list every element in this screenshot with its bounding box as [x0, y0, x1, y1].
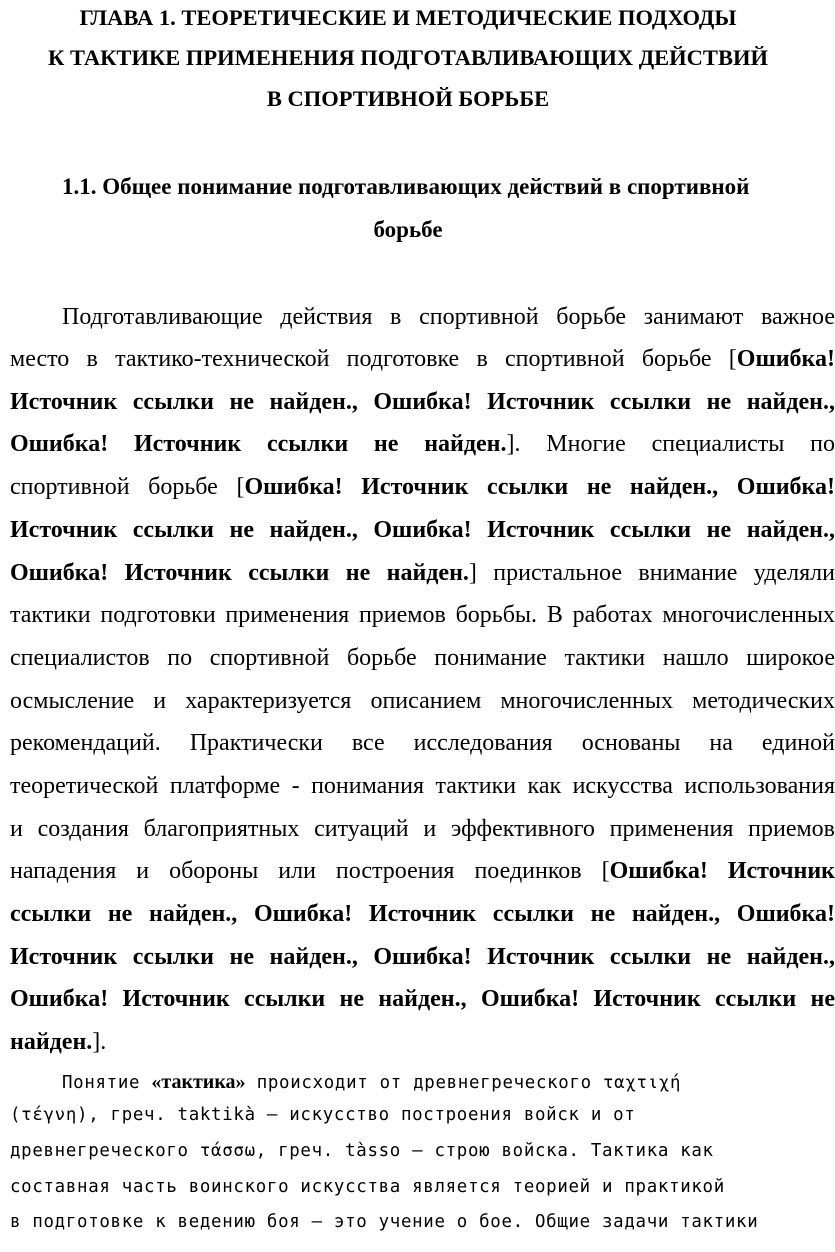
section-heading-line-2: борьбе [373, 217, 443, 242]
mono-paragraph-line: в подготовке к ведению боя – это учение о бое. Общие задачи тактики [10, 1212, 759, 1232]
mono-paragraph-line: составная часть воинского искусства является теорией и практикой [10, 1177, 725, 1197]
paragraph-line: Источник ссылки не найден., Ошибка! Источник ссылки не найден., [10, 517, 835, 543]
chapter-heading-line-1: ГЛАВА 1. ТЕОРЕТИЧЕСКИЕ И МЕТОДИЧЕСКИЕ ПОДХОДЫ [79, 5, 737, 30]
paragraph-line: место в тактико-технической подготовке в спортивной борьбе [Ошибка! [10, 346, 835, 372]
paragraph-line: Источник ссылки не найден., Ошибка! Источник ссылки не найден., [10, 389, 835, 415]
paragraph-line: спортивной борьбе [Ошибка! Источник ссылки не найден., Ошибка! [10, 474, 835, 500]
chapter-heading-line-3: В СПОРТИВНОЙ БОРЬБЕ [266, 86, 550, 111]
chapter-heading-line-2: К ТАКТИКЕ ПРИМЕНЕНИЯ ПОДГОТАВЛИВАЮЩИХ ДЕЙСТВИЙ [48, 45, 768, 70]
paragraph-line: Ошибка! Источник ссылки не найден.] пристальное внимание уделяли [10, 560, 835, 586]
paragraph-line: Ошибка! Источник ссылки не найден.]. Многие специалисты по [10, 431, 835, 457]
paragraph-line: нападения и обороны или построения поединков [Ошибка! Источник [10, 858, 835, 884]
section-heading-line-1: 1.1. Общее понимание подготавливающих действий в спортивной [62, 174, 750, 199]
paragraph-line: осмысление и характеризуется описанием многочисленных методических [10, 688, 835, 714]
paragraph-line: Подготавливающие действия в спортивной борьбе занимают важное [62, 304, 835, 330]
mono-paragraph-line: Понятие «тактика» происходит от древнегреческого ταχτιχή [62, 1071, 682, 1093]
mono-paragraph-line: древнегреческого τάσσω, греч. tàsso – строю войска. Тактика как [10, 1141, 714, 1161]
paragraph-line: Источник ссылки не найден., Ошибка! Источник ссылки не найден., [10, 944, 835, 970]
mono-paragraph-line: (τέγνη), греч. taktikà – искусство построения войск и от [10, 1105, 636, 1125]
paragraph-line: Ошибка! Источник ссылки не найден., Ошибка! Источник ссылки не [10, 986, 835, 1012]
paragraph-line: специалистов по спортивной борьбе понимание тактики нашло широкое [10, 645, 835, 671]
paragraph-line: и создания благоприятных ситуаций и эффективного применения приемов [10, 816, 835, 842]
paragraph-line: тактики подготовки применения приемов борьбы. В работах многочисленных [10, 602, 835, 628]
paragraph-line: ссылки не найден., Ошибка! Источник ссылки не найден., Ошибка! [10, 901, 835, 927]
paragraph-line: найден.]. [10, 1029, 107, 1055]
paragraph-line: рекомендаций. Практически все исследования основаны на единой [10, 730, 835, 756]
paragraph-line: теоретической платформе - понимания тактики как искусства использования [10, 773, 835, 799]
